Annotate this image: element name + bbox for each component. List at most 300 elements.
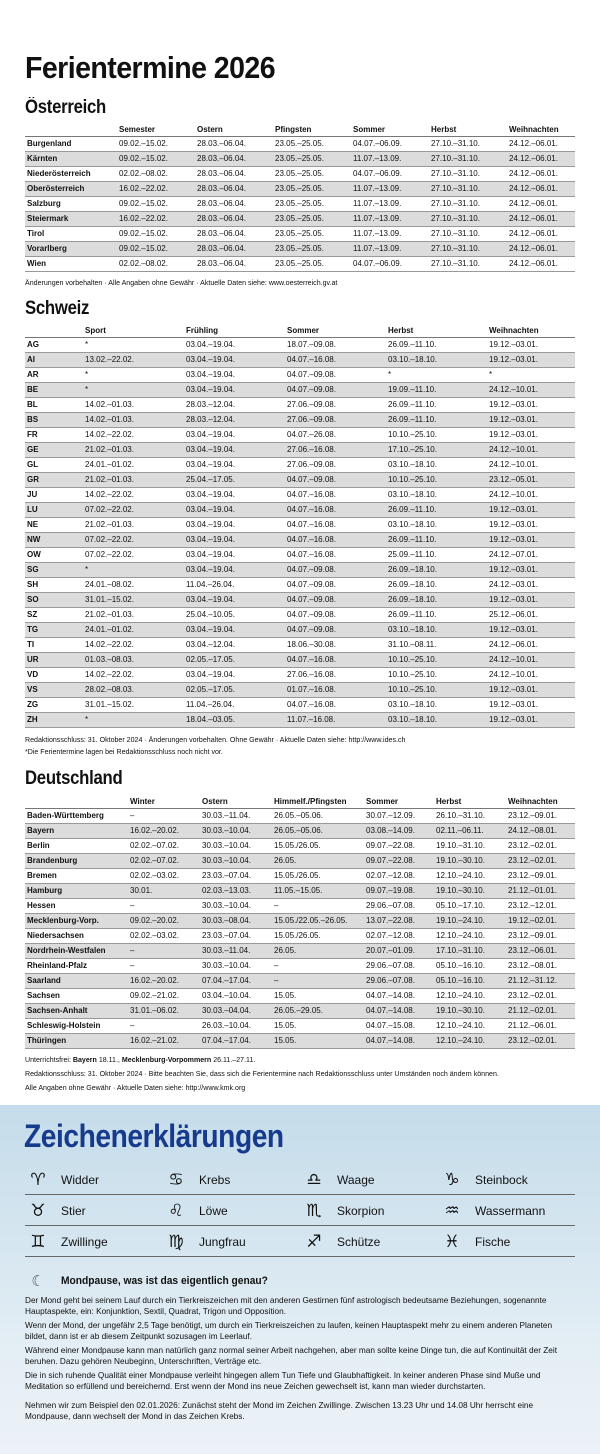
date-cell: 23.12.–06.01. — [506, 943, 575, 958]
date-cell: 23.12.–02.01. — [506, 853, 575, 868]
date-cell: 24.12.–10.01. — [487, 442, 575, 457]
date-cell: 01.03.–08.03. — [83, 652, 184, 667]
table-row — [25, 898, 575, 913]
region-name: Wien — [25, 256, 117, 271]
date-cell: 26.09.–11.10. — [386, 607, 487, 622]
date-cell: 09.02.–15.02. — [117, 196, 195, 211]
date-cell: 10.10.–25.10. — [386, 667, 487, 682]
date-cell: 14.02.–22.02. — [83, 427, 184, 442]
date-cell: 02.02.–07.02. — [128, 853, 200, 868]
date-cell: 26.05. — [272, 943, 364, 958]
moon-heading — [25, 1270, 284, 1292]
date-cell: 04.07.–16.08. — [285, 502, 386, 517]
column-header: Himmelf./Pfingsten — [272, 796, 364, 808]
zodiac-label: Fische — [475, 1235, 511, 1249]
zodiac-item — [301, 1196, 384, 1226]
region-name: TG — [25, 622, 83, 637]
table-row — [25, 226, 575, 241]
table-row — [25, 397, 575, 412]
table-row — [25, 712, 575, 727]
zodiac-item — [163, 1196, 228, 1226]
zodiac-item — [301, 1227, 380, 1257]
date-cell: 03.10.–18.10. — [386, 517, 487, 532]
region-name: JU — [25, 487, 83, 502]
date-cell: 24.12.–06.01. — [507, 226, 575, 241]
date-cell: 03.04.–19.04. — [184, 532, 285, 547]
date-cell: 19.12.–03.01. — [487, 532, 575, 547]
date-cell: 19.10.–30.10. — [434, 1003, 506, 1018]
date-cell: 02.02.–08.02. — [117, 166, 195, 181]
date-cell: 09.02.–15.02. — [117, 136, 195, 151]
date-cell: 30.03.–11.04. — [200, 808, 272, 823]
date-cell: 04.07.–06.09. — [351, 136, 429, 151]
date-cell: 23.05.–25.05. — [273, 151, 351, 166]
date-cell: 04.07.–16.08. — [285, 697, 386, 712]
date-cell: 15.05./22.05.–26.05. — [272, 913, 364, 928]
germany-note-free — [25, 1054, 255, 1065]
date-cell: 02.02.–03.02. — [128, 928, 200, 943]
date-cell: 28.03.–06.04. — [195, 181, 273, 196]
date-cell: 19.12.–03.01. — [487, 397, 575, 412]
region-name: Hessen — [25, 898, 128, 913]
date-cell: 24.12.–06.01. — [507, 256, 575, 271]
table-row — [25, 457, 575, 472]
zodiac-row — [25, 1227, 575, 1257]
zodiac-krebs-icon: ♋ — [168, 1170, 184, 1189]
region-name: Vorarlberg — [25, 241, 117, 256]
table-row — [25, 136, 575, 151]
date-cell: 27.10.–31.10. — [429, 181, 507, 196]
date-cell: 24.12.–06.01. — [507, 211, 575, 226]
region-name: Niederösterreich — [25, 166, 117, 181]
table-row — [25, 928, 575, 943]
date-cell: 24.12.–06.01. — [507, 151, 575, 166]
date-cell: 02.05.–17.05. — [184, 652, 285, 667]
date-cell: 11.07.–13.09. — [351, 226, 429, 241]
zodiac-schütze-icon: ♐ — [306, 1232, 322, 1251]
table-row — [25, 883, 575, 898]
date-cell: 19.12.–03.01. — [487, 412, 575, 427]
date-cell: 03.04.–19.04. — [184, 667, 285, 682]
date-cell: 04.07.–14.08. — [364, 1033, 434, 1048]
date-cell: 25.12.–06.01. — [487, 607, 575, 622]
date-cell: 26.05.–29.05. — [272, 1003, 364, 1018]
date-cell: 04.07.–09.08. — [285, 367, 386, 382]
region-name: Niedersachsen — [25, 928, 128, 943]
date-cell: 18.04.–03.05. — [184, 712, 285, 727]
date-cell: 03.10.–18.10. — [386, 712, 487, 727]
date-cell: 04.07.–16.08. — [285, 352, 386, 367]
date-cell: 04.07.–16.08. — [285, 532, 386, 547]
column-header: Sommer — [285, 325, 386, 337]
date-cell: – — [128, 808, 200, 823]
date-cell: 03.04.–19.04. — [184, 547, 285, 562]
date-cell: 23.12.–09.01. — [506, 808, 575, 823]
date-cell: 07.04.–17.04. — [200, 1033, 272, 1048]
date-cell: 03.04.–19.04. — [184, 442, 285, 457]
austria-table — [25, 124, 575, 272]
table-row — [25, 472, 575, 487]
date-cell: 28.03.–06.04. — [195, 226, 273, 241]
date-cell: 26.09.–11.10. — [386, 397, 487, 412]
date-cell: 24.12.–06.01. — [507, 196, 575, 211]
date-cell: 19.12.–03.01. — [487, 697, 575, 712]
germany-note-source: Alle Angaben ohne Gewähr · Aktuelle Daten siehe: http://www.kmk.org — [25, 1083, 246, 1092]
table-row — [25, 637, 575, 652]
moon-stars-icon: ☾ — [31, 1273, 45, 1290]
date-cell: 23.05.–25.05. — [273, 136, 351, 151]
date-cell: 03.08.–14.09. — [364, 823, 434, 838]
date-cell: 25.04.–17.05. — [184, 472, 285, 487]
date-cell: 19.12.–03.01. — [487, 562, 575, 577]
date-cell: * — [83, 337, 184, 352]
date-cell: 23.05.–25.05. — [273, 211, 351, 226]
date-cell: 15.05. — [272, 988, 364, 1003]
date-cell: 03.10.–18.10. — [386, 622, 487, 637]
date-cell: 27.10.–31.10. — [429, 196, 507, 211]
date-cell: 28.03.–06.04. — [195, 196, 273, 211]
region-name: Brandenburg — [25, 853, 128, 868]
date-cell: 17.10.–25.10. — [386, 442, 487, 457]
region-name: Sachsen — [25, 988, 128, 1003]
table-row — [25, 211, 575, 226]
column-header: Weihnachten — [507, 124, 575, 136]
table-row — [25, 808, 575, 823]
table-row — [25, 442, 575, 457]
zodiac-label: Schütze — [337, 1235, 381, 1249]
column-header — [25, 325, 83, 337]
region-name: Thüringen — [25, 1033, 128, 1048]
region-name: Mecklenburg-Vorp. — [25, 913, 128, 928]
date-cell: 02.02.–08.02. — [117, 256, 195, 271]
date-cell: 26.09.–11.10. — [386, 502, 487, 517]
table-row — [25, 352, 575, 367]
region-name: Salzburg — [25, 196, 117, 211]
table-row — [25, 532, 575, 547]
date-cell: 19.12.–03.01. — [487, 427, 575, 442]
date-cell: 23.12.–12.01. — [506, 898, 575, 913]
date-cell: 03.04.–19.04. — [184, 622, 285, 637]
date-cell: 24.01.–01.02. — [83, 622, 184, 637]
date-cell: 07.04.–17.04. — [200, 973, 272, 988]
date-cell: 03.04.–19.04. — [184, 427, 285, 442]
date-cell: 05.10.–17.10. — [434, 898, 506, 913]
table-row — [25, 367, 575, 382]
date-cell: – — [128, 943, 200, 958]
region-name: Bayern — [25, 823, 128, 838]
region-name: AG — [25, 337, 83, 352]
date-cell: 23.12.–09.01. — [506, 928, 575, 943]
column-header: Sommer — [364, 796, 434, 808]
date-cell: 11.07.–13.09. — [351, 151, 429, 166]
date-cell: 15.05./26.05. — [272, 868, 364, 883]
table-row — [25, 1003, 575, 1018]
table-row — [25, 412, 575, 427]
date-cell: 30.03.–11.04. — [200, 943, 272, 958]
date-cell: 31.01.–15.02. — [83, 697, 184, 712]
region-name: Burgenland — [25, 136, 117, 151]
date-cell: 28.03.–12.04. — [184, 397, 285, 412]
note-free-mv-date: 26.11.–27.11. — [213, 1055, 256, 1064]
date-cell: 14.02.–22.02. — [83, 637, 184, 652]
date-cell: 12.10.–24.10. — [434, 1018, 506, 1033]
date-cell: 03.10.–18.10. — [386, 352, 487, 367]
date-cell: 31.01.–15.02. — [83, 592, 184, 607]
date-cell: 16.02.–20.02. — [128, 973, 200, 988]
date-cell: 27.06.–16.08. — [285, 667, 386, 682]
zodiac-item — [301, 1165, 375, 1195]
table-row — [25, 1033, 575, 1048]
date-cell: 29.06.–07.08. — [364, 958, 434, 973]
table-row — [25, 868, 575, 883]
column-header: Frühling — [184, 325, 285, 337]
column-header: Ostern — [200, 796, 272, 808]
date-cell: 03.04.–10.04. — [200, 988, 272, 1003]
date-cell: 13.02.–22.02. — [83, 352, 184, 367]
region-name: VS — [25, 682, 83, 697]
date-cell: 19.12.–03.01. — [487, 592, 575, 607]
column-header: Sommer — [351, 124, 429, 136]
region-name: BS — [25, 412, 83, 427]
date-cell: 31.01.–06.02. — [128, 1003, 200, 1018]
date-cell: 03.04.–19.04. — [184, 487, 285, 502]
zodiac-label: Jungfrau — [199, 1235, 246, 1249]
table-row — [25, 988, 575, 1003]
date-cell: 10.10.–25.10. — [386, 682, 487, 697]
legend-title: Zeichenerklärungen — [24, 1118, 284, 1154]
date-cell: 19.12.–03.01. — [487, 352, 575, 367]
date-cell: 24.12.–10.01. — [487, 487, 575, 502]
column-header: Weihnachten — [487, 325, 575, 337]
date-cell: 26.09.–18.10. — [386, 592, 487, 607]
table-row — [25, 667, 575, 682]
zodiac-item — [439, 1227, 510, 1257]
zodiac-label: Wassermann — [475, 1204, 546, 1218]
date-cell: 09.07.–19.08. — [364, 883, 434, 898]
date-cell: 04.07.–06.09. — [351, 166, 429, 181]
region-name: Rheinland-Pfalz — [25, 958, 128, 973]
date-cell: 24.01.–08.02. — [83, 577, 184, 592]
date-cell: 12.10.–24.10. — [434, 988, 506, 1003]
date-cell: 24.12.–10.01. — [487, 457, 575, 472]
region-name: ZG — [25, 697, 83, 712]
region-name: Saarland — [25, 973, 128, 988]
date-cell: 16.02.–20.02. — [128, 823, 200, 838]
germany-header-row — [25, 796, 575, 808]
date-cell: 26.09.–18.10. — [386, 562, 487, 577]
switzerland-table — [25, 325, 575, 728]
zodiac-label: Skorpion — [337, 1204, 385, 1218]
date-cell: 27.10.–31.10. — [429, 136, 507, 151]
date-cell: 27.10.–31.10. — [429, 151, 507, 166]
austria-note: Änderungen vorbehalten · Alle Angaben ohne Gewähr · Aktuelle Daten siehe: www.oesterreich.gv.at — [25, 278, 338, 287]
region-name: ZH — [25, 712, 83, 727]
zodiac-item — [439, 1196, 545, 1226]
date-cell: 24.12.–06.01. — [507, 181, 575, 196]
date-cell: 15.05. — [272, 1033, 364, 1048]
date-cell: – — [128, 958, 200, 973]
table-row — [25, 382, 575, 397]
date-cell: 11.07.–16.08. — [285, 712, 386, 727]
date-cell: 23.05.–25.05. — [273, 181, 351, 196]
column-header: Semester — [117, 124, 195, 136]
date-cell: 23.12.–02.01. — [506, 838, 575, 853]
date-cell: 28.03.–06.04. — [195, 211, 273, 226]
date-cell: 30.03.–08.04. — [200, 913, 272, 928]
date-cell: 28.03.–06.04. — [195, 241, 273, 256]
date-cell: 03.10.–18.10. — [386, 487, 487, 502]
region-name: GR — [25, 472, 83, 487]
date-cell: 09.02.–20.02. — [128, 913, 200, 928]
date-cell: 24.12.–08.01. — [506, 823, 575, 838]
date-cell: 11.07.–13.09. — [351, 211, 429, 226]
date-cell: 03.04.–19.04. — [184, 337, 285, 352]
date-cell: 31.10.–08.11. — [386, 637, 487, 652]
date-cell: 27.06.–09.08. — [285, 397, 386, 412]
region-name: UR — [25, 652, 83, 667]
date-cell: 23.03.–07.04. — [200, 928, 272, 943]
region-name: Baden-Württemberg — [25, 808, 128, 823]
table-row — [25, 517, 575, 532]
table-row — [25, 682, 575, 697]
date-cell: 27.10.–31.10. — [429, 256, 507, 271]
germany-table — [25, 796, 575, 1049]
table-row — [25, 337, 575, 352]
region-name: SO — [25, 592, 83, 607]
region-name: SH — [25, 577, 83, 592]
zodiac-row — [25, 1165, 575, 1195]
date-cell: 26.05.–05.06. — [272, 823, 364, 838]
date-cell: 27.06.–16.08. — [285, 442, 386, 457]
region-name: FR — [25, 427, 83, 442]
date-cell: 23.12.–05.01. — [487, 472, 575, 487]
austria-header-row — [25, 124, 575, 136]
date-cell: 04.07.–09.08. — [285, 577, 386, 592]
note-free-mv: Mecklenburg-Vorpommern — [121, 1055, 212, 1064]
date-cell: 10.10.–25.10. — [386, 427, 487, 442]
table-row — [25, 151, 575, 166]
date-cell: 04.07.–16.08. — [285, 547, 386, 562]
date-cell: 25.04.–10.05. — [184, 607, 285, 622]
date-cell: 27.10.–31.10. — [429, 241, 507, 256]
date-cell: 15.05./26.05. — [272, 928, 364, 943]
date-cell: 04.07.–06.09. — [351, 256, 429, 271]
region-name: Kärnten — [25, 151, 117, 166]
germany-note-deadline: Redaktionsschluss: 31. Oktober 2024 · Bitte beachten Sie, dass sich die Ferientermine nach Redaktionsschluss unter Umständen noch ändern können. — [25, 1069, 499, 1078]
table-row — [25, 547, 575, 562]
region-name: OW — [25, 547, 83, 562]
note-free-prefix: Unterrichtsfrei: — [25, 1055, 71, 1064]
table-row — [25, 973, 575, 988]
table-row — [25, 166, 575, 181]
date-cell: 26.09.–18.10. — [386, 577, 487, 592]
moon-paragraph-2: Wenn der Mond, der ungefähr 2,5 Tage benötigt, um durch ein Tierkreiszeichen zu laufen, keinen Hauptaspekt mehr zu einem anderen Planeten bildet, dann ist er ab diesem Zeitpunkt sozusagen im Leerlauf. — [25, 1320, 553, 1342]
region-name: Hamburg — [25, 883, 128, 898]
date-cell: 19.12.–03.01. — [487, 682, 575, 697]
date-cell: 30.03.–10.04. — [200, 958, 272, 973]
region-name: SG — [25, 562, 83, 577]
date-cell: 11.05.–15.05. — [272, 883, 364, 898]
date-cell: 23.05.–25.05. — [273, 166, 351, 181]
table-row — [25, 622, 575, 637]
moon-paragraph-5: Nehmen wir zum Beispiel den 02.01.2026: Zunächst steht der Mond im Zeichen Zwillinge. Zwischen 13.23 Uhr und 14.08 Uhr herrscht eine Mondpause, dann wechselt der Mond in das Zeichen Krebs. — [25, 1400, 534, 1422]
date-cell: 04.07.–16.08. — [285, 517, 386, 532]
region-name: NE — [25, 517, 83, 532]
date-cell: 24.12.–10.01. — [487, 652, 575, 667]
date-cell: 04.07.–09.08. — [285, 607, 386, 622]
date-cell: 21.12.–02.01. — [506, 1003, 575, 1018]
date-cell: 23.12.–09.01. — [506, 868, 575, 883]
column-header — [25, 124, 117, 136]
date-cell: 19.10.–31.10. — [434, 838, 506, 853]
zodiac-label: Steinbock — [475, 1173, 528, 1187]
date-cell: 21.12.–31.12. — [506, 973, 575, 988]
zodiac-item — [163, 1227, 246, 1257]
region-name: BL — [25, 397, 83, 412]
date-cell: 27.06.–09.08. — [285, 457, 386, 472]
zodiac-label: Krebs — [199, 1173, 231, 1187]
column-header: Herbst — [429, 124, 507, 136]
table-row — [25, 913, 575, 928]
date-cell: 24.12.–10.01. — [487, 382, 575, 397]
table-row — [25, 853, 575, 868]
column-header: Pfingsten — [273, 124, 351, 136]
column-header: Sport — [83, 325, 184, 337]
date-cell: 23.05.–25.05. — [273, 226, 351, 241]
date-cell: 09.02.–21.02. — [128, 988, 200, 1003]
date-cell: 19.12.–03.01. — [487, 622, 575, 637]
date-cell: 04.07.–15.08. — [364, 1018, 434, 1033]
date-cell: 23.03.–07.04. — [200, 868, 272, 883]
zodiac-wassermann-icon: ♒ — [444, 1201, 460, 1220]
austria-heading: Österreich — [25, 97, 107, 118]
zodiac-steinbock-icon: ♑ — [444, 1170, 460, 1189]
date-cell: 21.12.–06.01. — [506, 1018, 575, 1033]
date-cell: 30.03.–10.04. — [200, 838, 272, 853]
region-name: TI — [25, 637, 83, 652]
column-header: Herbst — [386, 325, 487, 337]
table-row — [25, 607, 575, 622]
date-cell: 03.04.–19.04. — [184, 457, 285, 472]
table-row — [25, 958, 575, 973]
switzerland-heading: Schweiz — [25, 298, 90, 319]
date-cell: 07.02.–22.02. — [83, 547, 184, 562]
date-cell: 27.06.–09.08. — [285, 412, 386, 427]
date-cell: 02.02.–03.02. — [128, 868, 200, 883]
date-cell: 28.03.–06.04. — [195, 136, 273, 151]
date-cell: 27.10.–31.10. — [429, 226, 507, 241]
zodiac-item — [25, 1165, 99, 1195]
date-cell: 04.07.–09.08. — [285, 472, 386, 487]
table-row — [25, 838, 575, 853]
table-row — [25, 823, 575, 838]
date-cell: 29.06.–07.08. — [364, 898, 434, 913]
date-cell: 16.02.–21.02. — [128, 1033, 200, 1048]
date-cell: 18.07.–09.08. — [285, 337, 386, 352]
date-cell: 16.02.–22.02. — [117, 211, 195, 226]
date-cell: 03.04.–19.04. — [184, 517, 285, 532]
date-cell: * — [386, 367, 487, 382]
zodiac-label: Widder — [61, 1173, 100, 1187]
table-row — [25, 487, 575, 502]
table-row — [25, 652, 575, 667]
date-cell: 03.10.–18.10. — [386, 457, 487, 472]
date-cell: 23.05.–25.05. — [273, 196, 351, 211]
date-cell: 19.12.–03.01. — [487, 502, 575, 517]
date-cell: 02.03.–13.03. — [200, 883, 272, 898]
region-name: NW — [25, 532, 83, 547]
region-name: AR — [25, 367, 83, 382]
